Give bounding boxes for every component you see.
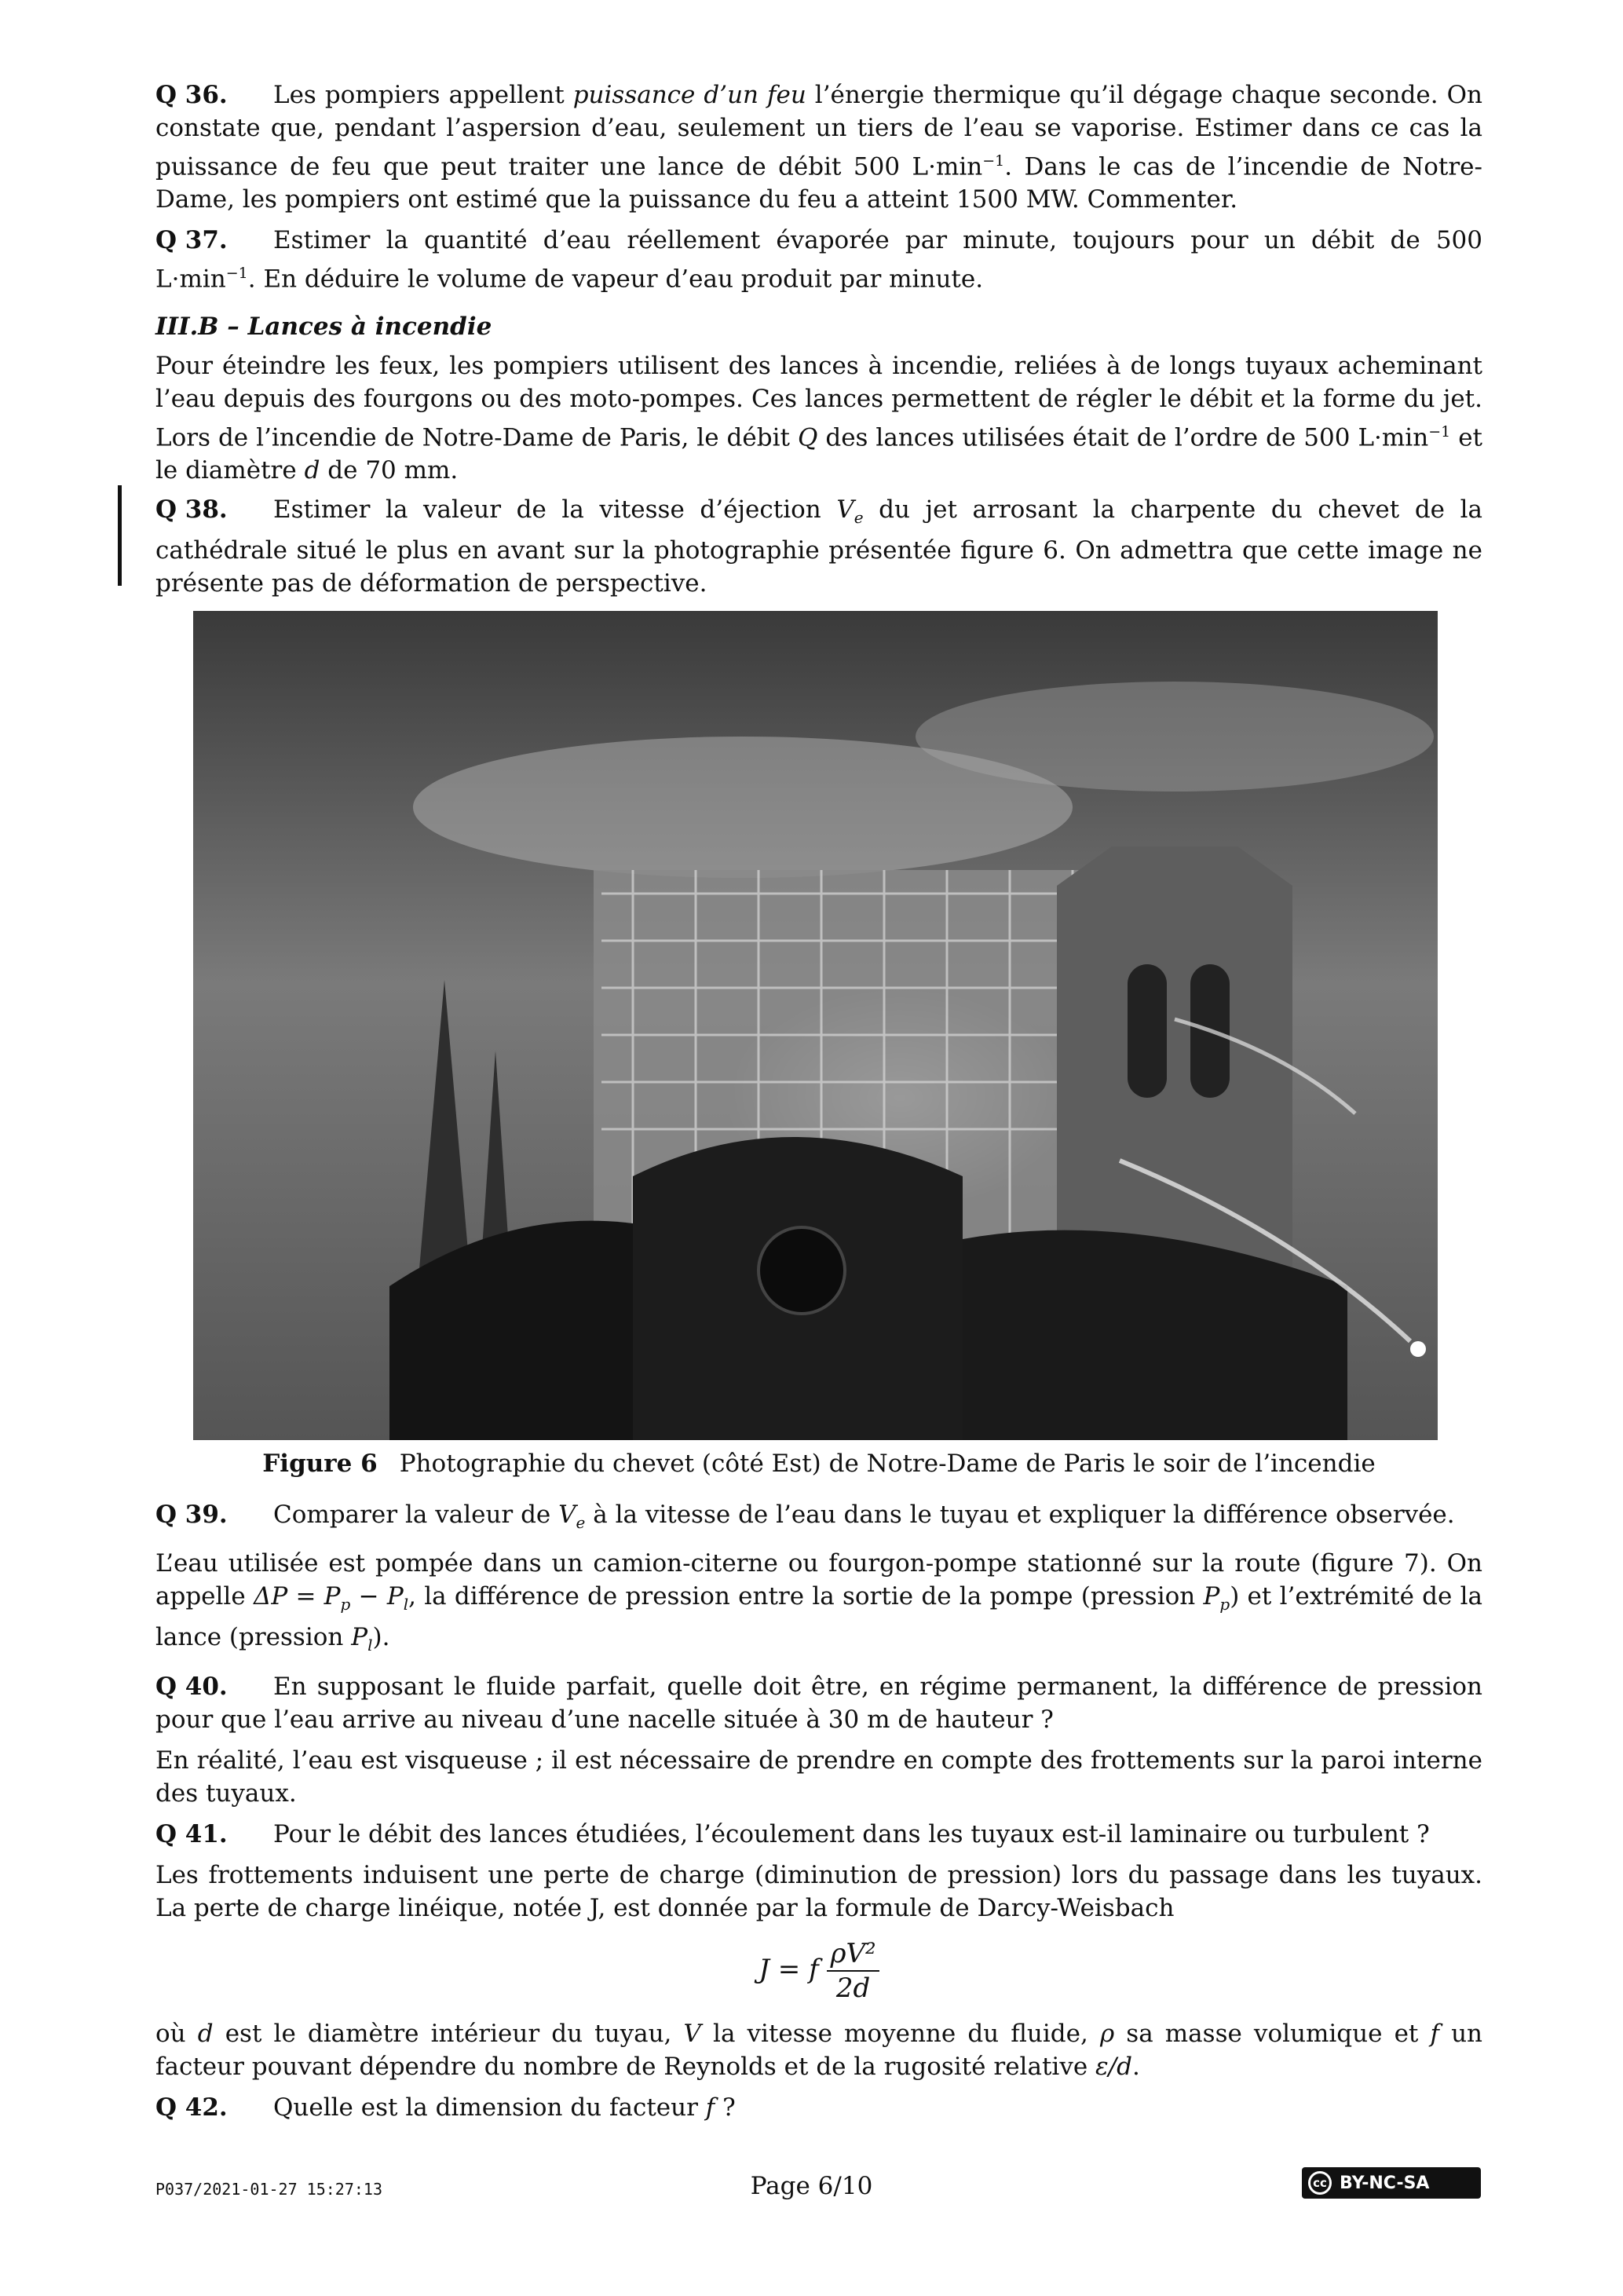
license-badge: cc BY-NC-SA xyxy=(1302,2167,1481,2199)
question-42: Q 42. Quelle est la dimension du facteur f ? xyxy=(155,2091,1482,2124)
question-label: Q 40. xyxy=(155,1672,228,1701)
viscosity-paragraph: En réalité, l’eau est visqueuse ; il est nécessaire de prendre en compte des frottements sur la paroi interne des tuyaux. xyxy=(155,1746,1482,1808)
figure-caption: Figure 6 Photographie du chevet (côté Est) de Notre-Dame de Paris le soir de l’incendie xyxy=(262,1450,1376,1478)
darcy-equation: J = f $\frac{\text{ρV²}}{2d}$ xyxy=(155,1937,1482,2005)
creative-commons-icon: cc xyxy=(1308,2171,1332,2195)
question-label: Q 36. xyxy=(155,81,228,109)
question-label: Q 37. xyxy=(155,226,228,255)
question-37: Q 37. Estimer la quantité d’eau réellement évaporée par minute, toujours pour un débit de 500 $L\cdot\min^{-1}$. En déduire le volume de vapeur d’eau produit par minute. xyxy=(155,224,1482,295)
question-40: Q 40. En supposant le fluide parfait, quelle doit être, en régime permanent, la différence de pression pour que l’eau arrive au niveau d’une nacelle située à 30 m de hauteur ? xyxy=(155,1670,1482,1736)
intro-paragraph: Pour éteindre les feux, les pompiers utilisent des lances à incendie, reliées à de longs tuyaux acheminant l’eau depuis des fourgons ou des moto-pompes. Ces lances permettent de régler le débit et la forme du jet. Lors de l’incendie de Notre-Dame de Paris, le débit Q des lances utilisées était de l’ordre de 500 $L\cdot\min^{-1}$ et le diamètre d de 70 mm. xyxy=(155,351,1482,484)
question-label: Q 39. xyxy=(155,1501,228,1529)
page-number: Page 6/10 xyxy=(750,2172,873,2200)
where-paragraph: où d est le diamètre intérieur du tuyau, V la vitesse moyenne du fluide, ρ sa masse volumique et f un facteur pouvant dépendre du nombre de Reynolds et de la rugosité relative ε/d. xyxy=(155,2019,1483,2081)
upper-text xyxy=(155,79,1482,608)
question-41: Q 41. Pour le débit des lances étudiées, l’écoulement dans les tuyaux est-il laminaire ou turbulent ? xyxy=(155,1818,1482,1851)
pressure-paragraph: L’eau utilisée est pompée dans un camion-citerne ou fourgon-pompe stationné sur la route (figure 7). On appelle $\Delta P = P_p - P_l$, la différence de pression entre la sortie de la pompe (pression $P_p$) et l’extrémité de la lance (pression $P_l$). xyxy=(155,1549,1483,1655)
change-bar xyxy=(118,485,122,586)
question-36: Q 36. Les pompiers appellent puissance d’un feu l’énergie thermique qu’il dégage chaque seconde. On constate que, pendant l’aspersion d’eau, seulement un tiers de l’eau se vaporise. Estimer dans ce cas la puissance de feu que peut traiter une lance de débit 500 $L\cdot\min^{-1}$. Dans le cas de l’incendie de Notre-Dame, les pompiers ont estimé que la puissance du feu a atteint 1500 MW. Commenter. xyxy=(155,79,1482,216)
lower-text xyxy=(155,1498,1482,2132)
darcy-paragraph: Les frottements induisent une perte de charge (diminution de pression) lors du passage dans les tuyaux. La perte de charge linéique, notée J, est donnée par la formule de Darcy-Weisbach xyxy=(155,1860,1482,1922)
question-38: Q 38. Estimer la valeur de la vitesse d’éjection $V_e$ du jet arrosant la charpente du chevet de la cathédrale situé le plus en avant sur la photographie présentée figure 6. On admettra que cette image ne présente pas de déformation de perspective. xyxy=(155,493,1482,600)
question-label: Q 42. xyxy=(155,2093,228,2122)
notre-dame-photo xyxy=(193,611,1438,1440)
section-heading: III.B – Lances à incendie xyxy=(155,312,492,341)
figure-label: Figure 6 xyxy=(262,1450,378,1478)
question-label: Q 38. xyxy=(155,495,228,524)
document-id: P037/2021-01-27 15:27:13 xyxy=(155,2180,382,2199)
question-label: Q 41. xyxy=(155,1819,228,1848)
question-39: Q 39. Comparer la valeur de $V_e$ à la vitesse de l’eau dans le tuyau et expliquer la différence observée. xyxy=(155,1498,1482,1539)
